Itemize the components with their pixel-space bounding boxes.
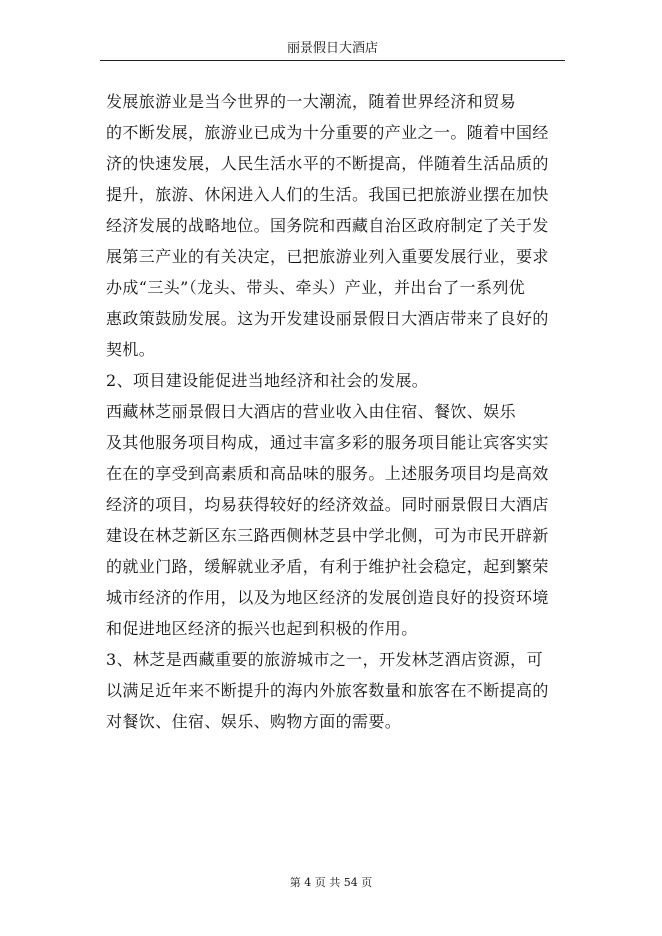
body-line: 以满足近年来不断提升的海内外旅客数量和旅客在不断提高的 [106, 681, 549, 700]
body-line: 办成“三头”（龙头、带头、牵头）产业，并出台了一系列优 [106, 278, 526, 297]
body-line: 济的快速发展，人民生活水平的不断提高，伴随着生活品质的 [106, 154, 549, 173]
body-line: 和促进地区经济的振兴也起到积极的作用。 [106, 619, 418, 638]
body-line: 建设在林芝新区东三路西侧林芝县中学北侧，可为市民开辟新 [106, 526, 549, 545]
body-line: 展第三产业的有关决定，已把旅游业列入重要发展行业，要求 [106, 247, 549, 266]
body-line: 发展旅游业是当今世界的一大潮流，随着世界经济和贸易 [106, 92, 517, 111]
body-line: 对餐饮、住宿、娱乐、购物方面的需要。 [106, 712, 402, 731]
body-line: 的不断发展，旅游业已成为十分重要的产业之一。随着中国经 [106, 123, 549, 142]
body-line: 惠政策鼓励发展。这为开发建设丽景假日大酒店带来了良好的 [106, 309, 549, 328]
body-line: 经济的项目，均易获得较好的经济效益。同时丽景假日大酒店 [106, 495, 549, 514]
body-line: 经济发展的战略地位。国务院和西藏自治区政府制定了关于发 [106, 216, 549, 235]
body-line: 契机。 [106, 340, 156, 359]
document-body [106, 86, 560, 737]
page-header-title: 丽景假日大酒店 [286, 41, 378, 56]
header-divider [100, 60, 565, 61]
body-line: 的就业门路，缓解就业矛盾，有利于维护社会稳定，起到繁荣 [106, 557, 549, 576]
page-number-footer: 第 4 页 共 54 页 [289, 876, 373, 889]
body-line: 3、林芝是西藏重要的旅游城市之一，开发林芝酒店资源，可 [106, 650, 543, 669]
body-line: 在在的享受到高素质和高品味的服务。上述服务项目均是高效 [106, 464, 549, 483]
body-line: 提升，旅游、休闲进入人们的生活。我国已把旅游业摆在加快 [106, 185, 549, 204]
body-line: 西藏林芝丽景假日大酒店的营业收入由住宿、餐饮、娱乐 [106, 402, 517, 421]
body-line: 及其他服务项目构成，通过丰富多彩的服务项目能让宾客实实 [106, 433, 549, 452]
body-line: 城市经济的作用，以及为地区经济的发展创造良好的投资环境 [106, 588, 549, 607]
body-line: 2、项目建设能促进当地经济和社会的发展。 [106, 371, 429, 390]
